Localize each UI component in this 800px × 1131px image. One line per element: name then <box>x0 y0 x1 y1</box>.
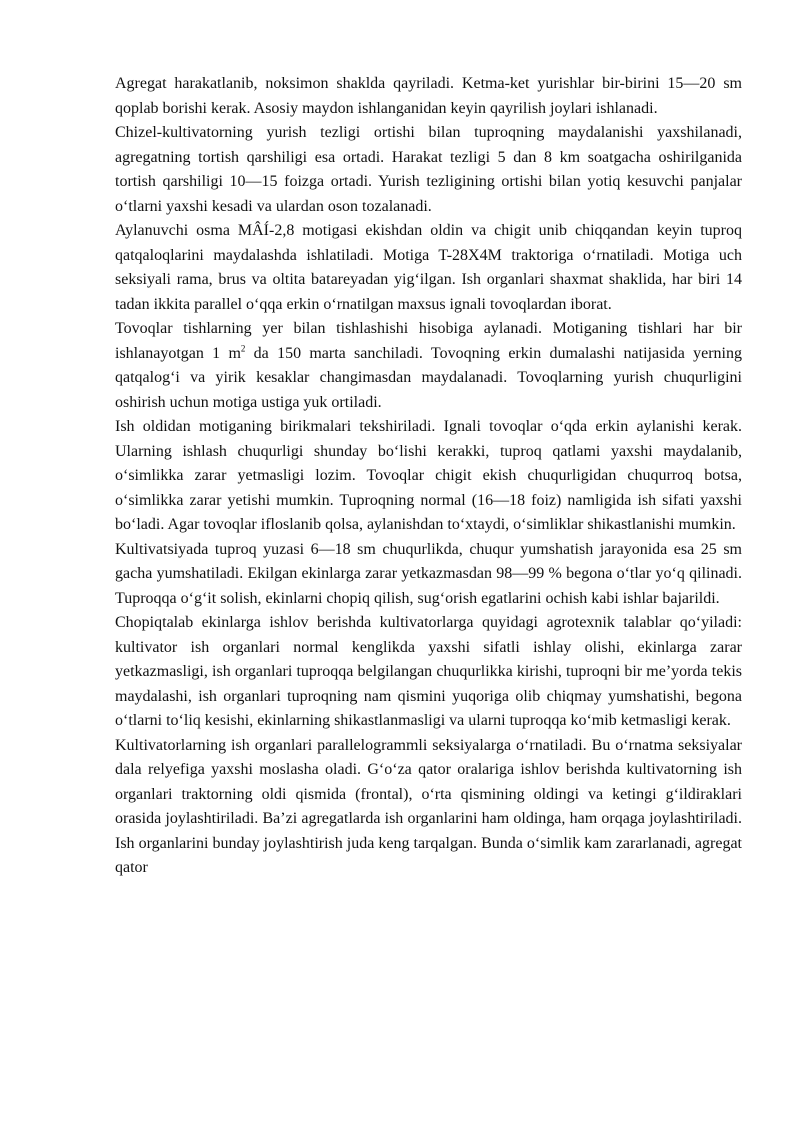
paragraph-5: Ish oldidan motiganing birikmalari tekshiriladi. Ignali tovoqlar o‘qda erkin aylanishi kerak. Ularning ishlash chuqurligi shunday bo‘lishi kerakki, tuproq qatlami yaxshi maydalanib, o‘simlikka zarar yetmasligi lozim. Tovoqlar chigit ekish chuqurligidan chuqurroq botsa, o‘simlikka zarar yetishi mumkin. Tuproqning normal (16—18 foiz) namligida ish sifati yaxshi bo‘ladi. Agar tovoqlar ifloslanib qolsa, aylanishdan to‘xtaydi, o‘simliklar shikastlanishi mumkin. <box>115 418 742 533</box>
paragraph-8: Kultivatorlarning ish organlari parallelogrammli seksiyalarga o‘rnatiladi. Bu o‘rnatma seksiyalar dala relyefiga yaxshi moslasha oladi. G‘o‘za qator oralariga ishlov berishda kultivatorning ish organlari traktorning oldi qismida (frontal), o‘rta qismining oldingi va ketingi g‘ildiraklari orasida joylashtiriladi. Ba’zi agregatlarda ish organlarini ham oldinga, ham orqaga joylashtiriladi. Ish organlarini bunday joylashtirish juda keng tarqalgan. Bunda o‘simlik kam zararlanadi, agregat qator <box>115 736 742 876</box>
paragraph-4-text-after: da 150 marta sanchiladi. Tovoqning erkin dumalashi natijasida yerning qatqalog‘i va yirik kesaklar changimasdan maydalanadi. Tovoqlarning yurish chuqurligini oshirish uchun motiga ustiga yuk ortiladi. <box>115 344 743 411</box>
paragraph-2: Chizel-kultivatorning yurish tezligi ortishi bilan tuproqning maydalanishi yaxshilanadi, agregatning tortish qarshiligi esa ortadi. Harakat tezligi 5 dan 8 km soatgacha oshirilganida tortish qarshiligi 10—15 foizga ortadi. Yurish tezligining ortishi bilan yotiq kesuvchi panjalar o‘tlarni yaxshi kesadi va ulardan oson tozalanadi. <box>115 124 742 215</box>
paragraph-7: Chopiqtalab ekinlarga ishlov berishda kultivatorlarga quyidagi agrotexnik talablar qo‘yiladi: kultivator ish organlari normal kenglikda yaxshi sifatli ishlay olishi, ekinlarga zarar yetkazmasligi, ish organlari tuproqqa belgilangan chuqurlikka kirishi, tuproqni bir me’yorda tekis maydalashi, ish organlari tuproqning nam qismini yuqoriga olib chiqmay yumshatishi, begona o‘tlarni to‘liq kesishi, ekinlarning shikastlanmasligi va ularni tuproqqa ko‘mib ketmasligi kerak. <box>115 614 742 729</box>
paragraph-4 <box>115 317 742 415</box>
superscript-exponent: 2 <box>240 343 246 354</box>
paragraph-3: Aylanuvchi osma MÂÍ-2,8 motigasi ekishdan oldin va chigit unib chiqqandan keyin tuproq qatqaloqlarini maydalashda ishlatiladi. Motiga T-28X4M traktoriga o‘rnatiladi. Motiga uch seksiyali rama, brus va oltita batareyadan yig‘ilgan. Ish organlari shaxmat shaklida, har biri 14 tadan ikkita parallel o‘qqa erkin o‘rnatilgan maxsus ignali tovoqlardan iborat. <box>115 222 742 313</box>
paragraph-6: Kultivatsiyada tuproq yuzasi 6—18 sm chuqurlikda, chuqur yumshatish jarayonida esa 25 sm gacha yumshatiladi. Ekilgan ekinlarga zarar yetkazmasdan 98—99 % begona o‘tlar yo‘q qilinadi. Tuproqqa o‘g‘it solish, ekinlarni chopiq qilish, sug‘orish egatlarini ochish kabi ishlar bajarildi. <box>115 540 742 607</box>
paragraph-4-text-before: Tovoqlar tishlarning yer bilan tishlashishi hisobiga aylanadi. Motiganing tishlari har bir ishlanayotgan 1 m <box>115 320 742 362</box>
paragraph-1: Agregat harakatlanib, noksimon shaklda qayriladi. Ketma-ket yurishlar bir-birini 15—20 sm qoplab borishi kerak. Asosiy maydon ishlanganidan keyin qayrilish joylari ishlanadi. <box>115 75 742 117</box>
document-page <box>115 72 742 881</box>
